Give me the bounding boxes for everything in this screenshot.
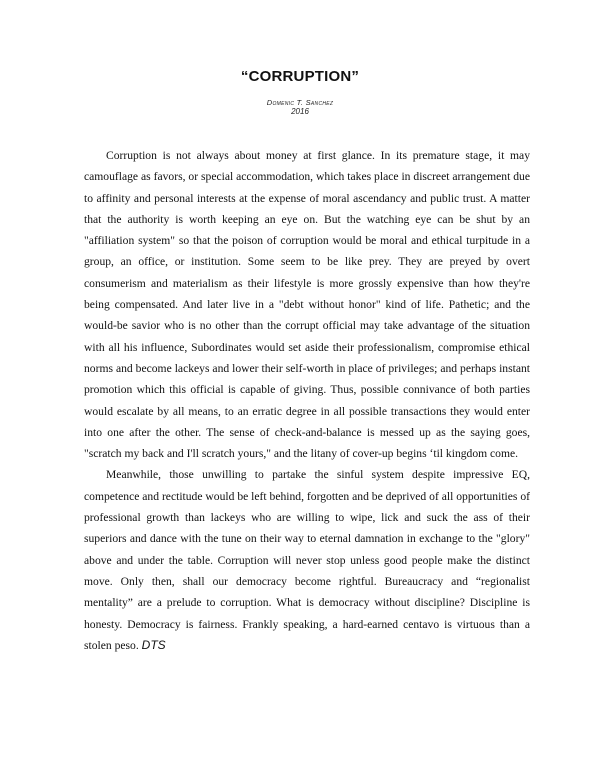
paragraph-2 [84,464,530,656]
document-author: Domenic T. Sanchez [266,98,334,107]
document-body [84,145,530,656]
signature: DTS [141,637,166,652]
document-title: “CORRUPTION” [240,68,360,85]
paragraph-1: Corruption is not always about money at first glance. In its premature stage, it may camouflage as favors, or special accommodation, which takes place in discreet arrangement due to affinity and personal interests at the expense of moral ascendancy and public trust. A matter that the authority is worth keeping an eye on. But the watching eye can be shut by an "affiliation system" so that the poison of corruption would be moral and ethical turpitude in a group, an office, or institution. Some seem to be like prey. They are preyed by overt consumerism and materialism as their lifestyle is more grossly expensive than how they're being compensated. And later live in a "debt without honor" kind of life. Pathetic; and the would-be savior who is no other than the corrupt official may take advantage of the situation with all his influence, Subordinates would set aside their professionalism, compromise ethical norms and become lackeys and lower their self-worth in place of privileges; and perhaps instant promotion which this official is capable of giving. Thus, possible connivance of both parties would escalate by all means, to an erratic degree in all possible transactions they would enter into one after the other. The sense of check-and-balance is messed up as the saying goes, "scratch my back and I'll scratch yours," and the litany of cover-up begins ‘til kingdom come. [84,149,530,461]
document-year: 2016 [291,107,309,116]
paragraph-2-text: Meanwhile, those unwilling to partake the sinful system despite impressive EQ, competence and rectitude would be left behind, forgotten and be deprived of all opportunities of professional growth than lackeys who are willing to wipe, lick and suck the ass of their superiors and dance with the tune on their way to eternal damnation in exchange to the "glory" above and under the table. Corruption will never stop unless good people make the distinct move. Only then, shall our democracy become rightful. Bureaucracy and “regionalist mentality” are a prelude to corruption. What is democracy without discipline? Discipline is honesty. Democracy is fairness. Frankly speaking, a hard-earned centavo is virtuous than a stolen peso. [84,468,530,652]
